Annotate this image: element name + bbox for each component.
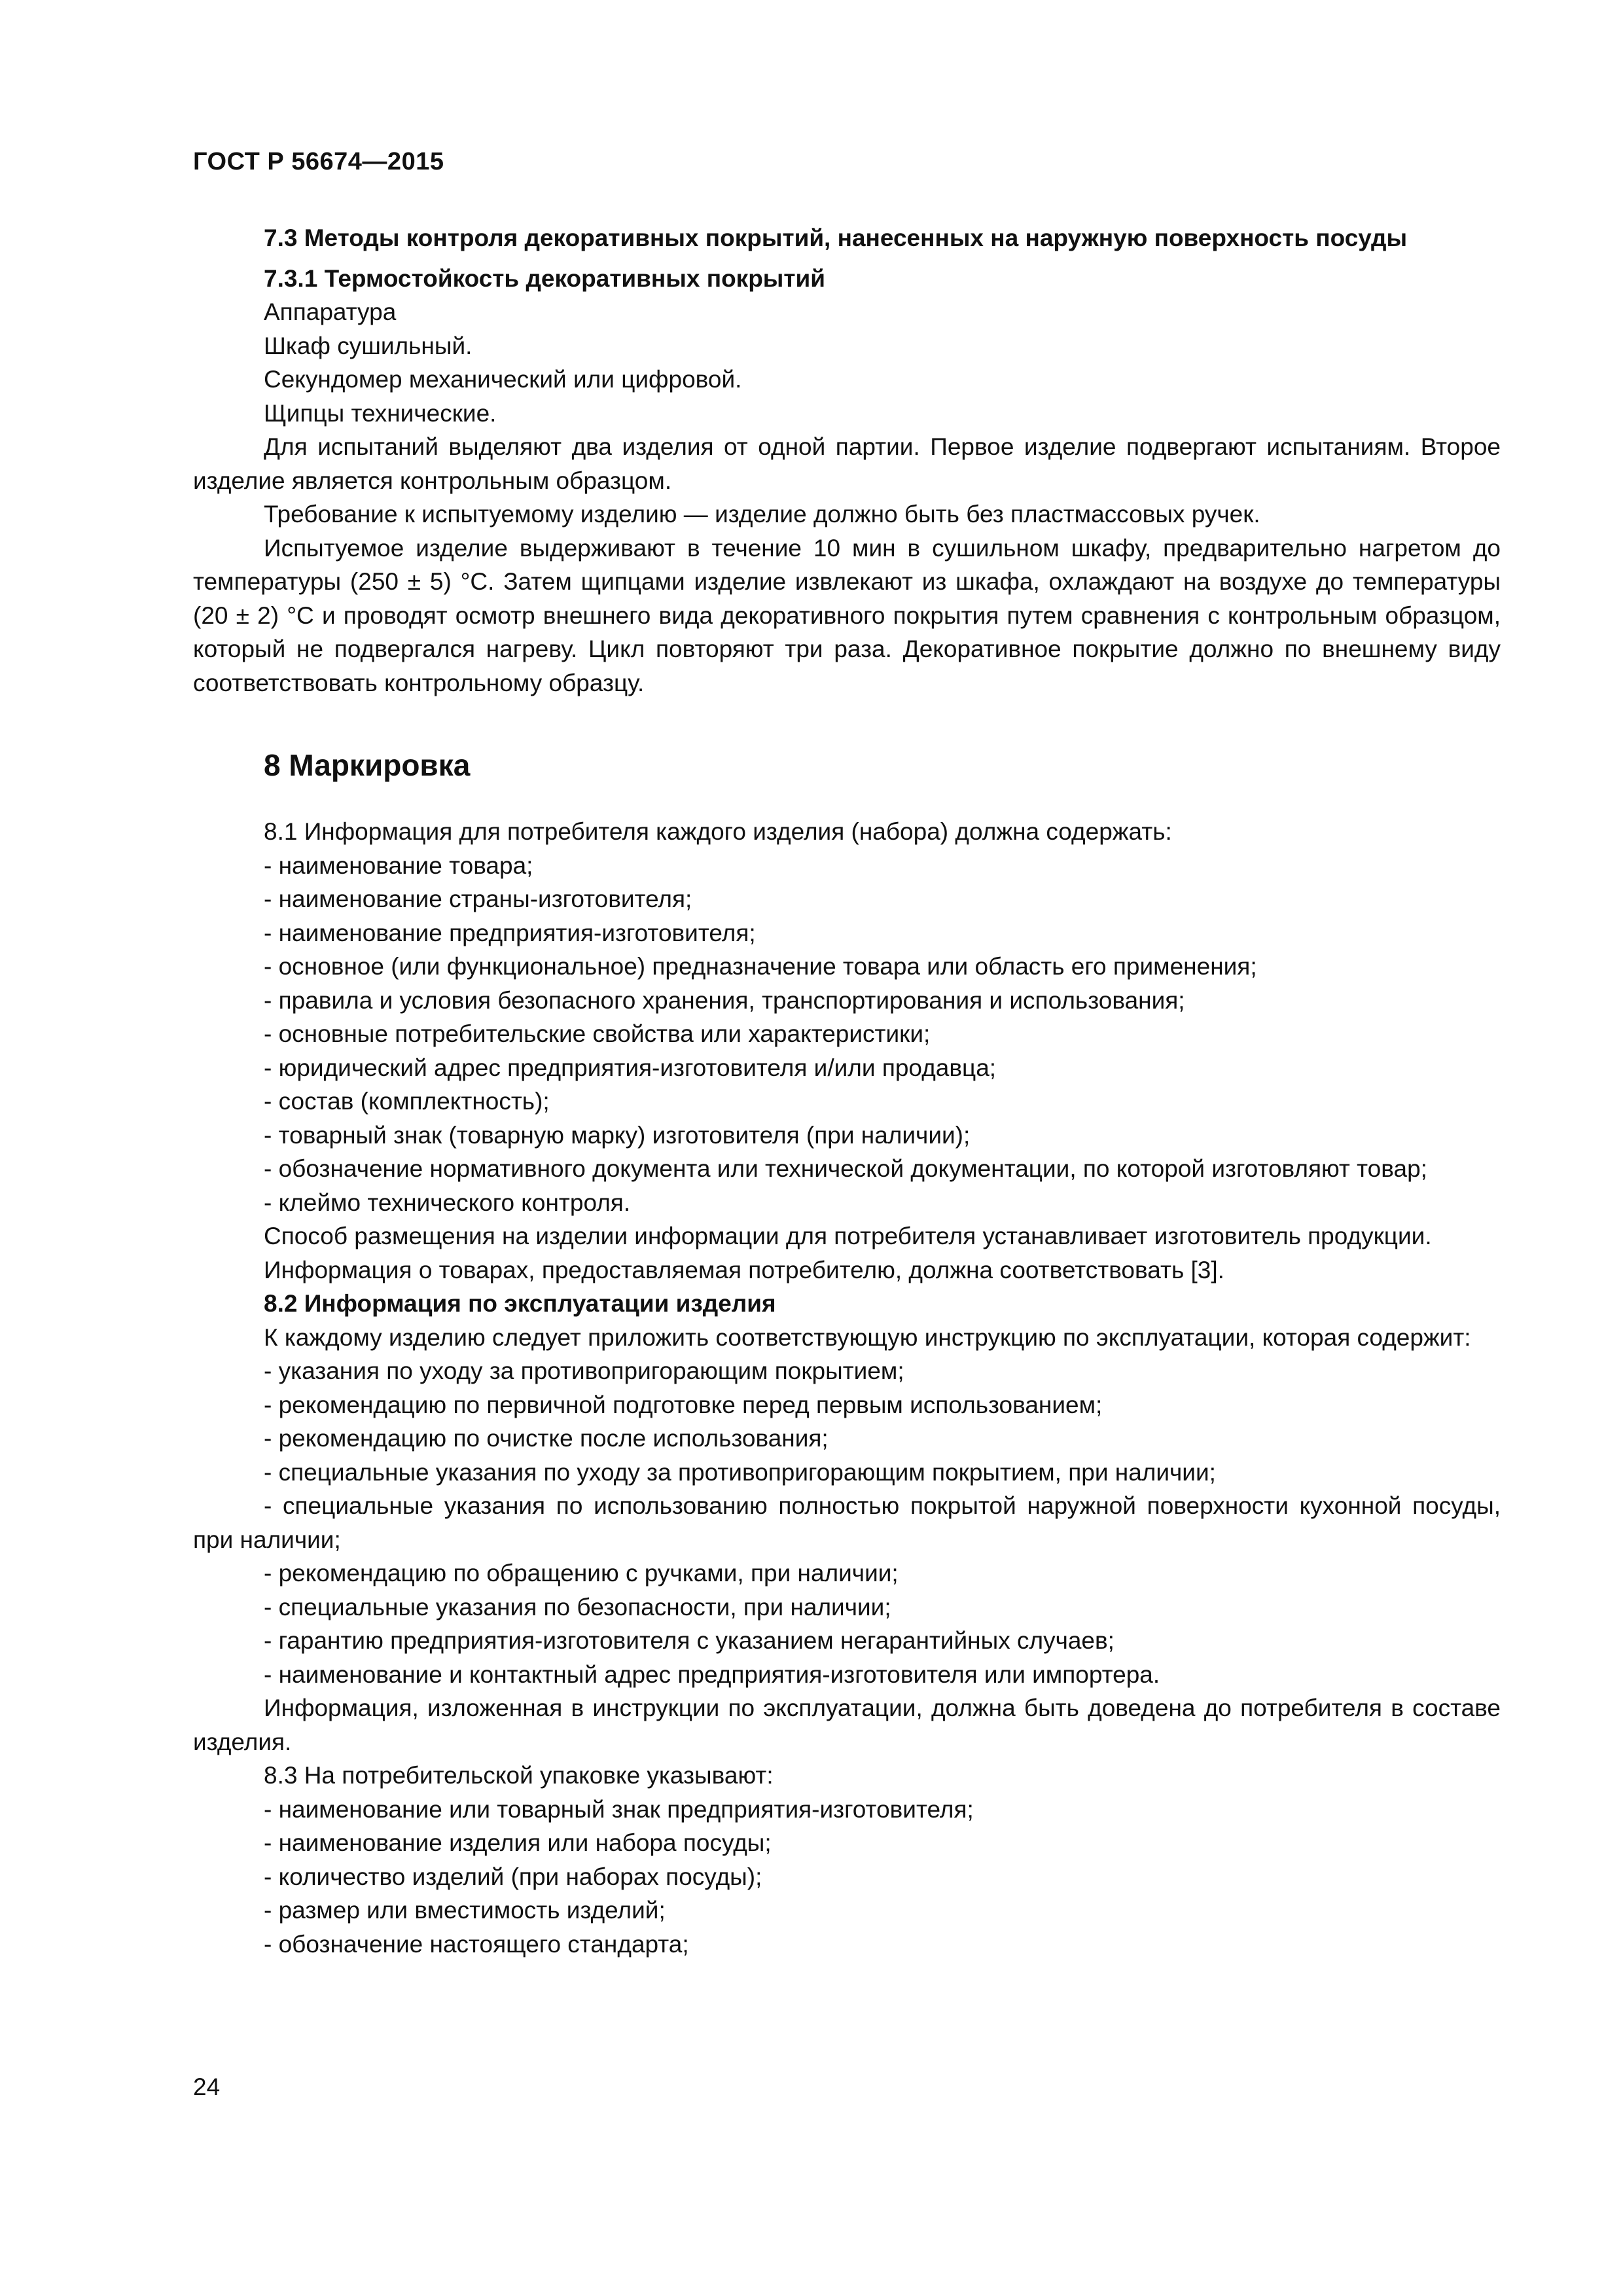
- paragraph: Щипцы технические.: [264, 399, 497, 427]
- list-item: - рекомендацию по обращению с ручками, при наличии;: [264, 1560, 899, 1587]
- list-item: - наименование или товарный знак предприятия-изготовителя;: [264, 1795, 974, 1823]
- paragraph: Для испытаний выделяют два изделия от одной партии. Первое изделие подвергают испытаниям. Второе изделие является контрольным образцом.: [193, 433, 1501, 494]
- subsection-8-2-title: 8.2 Информация по эксплуатации изделия: [264, 1290, 776, 1317]
- list-item: - наименование товара;: [264, 852, 533, 879]
- document-header-id: ГОСТ Р 56674—2015: [193, 148, 444, 175]
- paragraph: Требование к испытуемому изделию — изделие должно быть без пластмассовых ручек.: [264, 501, 1260, 528]
- list-item: - специальные указания по использованию полностью покрытой наружной поверхности кухонной посуды, при наличии;: [193, 1492, 1501, 1553]
- list-item: - количество изделий (при наборах посуды);: [264, 1863, 762, 1890]
- list-item: - специальные указания по уходу за противопригорающим покрытием, при наличии;: [264, 1458, 1216, 1486]
- list-item: - клеймо технического контроля.: [264, 1189, 631, 1216]
- list-item: - правила и условия безопасного хранения, транспортирования и использования;: [264, 986, 1185, 1014]
- list-item: - наименование предприятия-изготовителя;: [264, 919, 756, 946]
- section-8-heading: 8 Маркировка: [264, 748, 471, 782]
- paragraph: Информация, изложенная в инструкции по эксплуатации, должна быть доведена до потребителя в составе изделия.: [193, 1695, 1501, 1755]
- list-item: - рекомендацию по первичной подготовке перед первым использованием;: [264, 1391, 1103, 1418]
- paragraph-8-1-intro: 8.1 Информация для потребителя каждого изделия (набора) должна содержать:: [264, 818, 1172, 845]
- list-item: - обозначение настоящего стандарта;: [264, 1930, 689, 1958]
- paragraph-8-2-intro: К каждому изделию следует приложить соответствующую инструкцию по эксплуатации, которая содержит:: [264, 1323, 1471, 1351]
- list-item: - наименование страны-изготовителя;: [264, 886, 692, 912]
- list-item: - наименование изделия или набора посуды;: [264, 1829, 772, 1856]
- list-item: - обозначение нормативного документа или технической документации, по которой изготовляют товар;: [264, 1155, 1427, 1182]
- list-item: - специальные указания по безопасности, при наличии;: [264, 1593, 891, 1621]
- page-content: [193, 221, 1501, 1961]
- list-item: - основные потребительские свойства или характеристики;: [264, 1020, 931, 1047]
- paragraph: Способ размещения на изделии информации для потребителя устанавливает изготовитель продукции.: [264, 1223, 1432, 1249]
- section-7-3-title: 7.3 Методы контроля декоративных покрытий, нанесенных на наружную поверхность посуды: [264, 224, 1408, 251]
- list-item: - основное (или функциональное) предназначение товара или область его применения;: [264, 953, 1257, 980]
- list-item: - рекомендацию по очистке после использования;: [264, 1425, 829, 1452]
- paragraph: Шкаф сушильный.: [264, 332, 473, 359]
- list-item: - юридический адрес предприятия-изготовителя и/или продавца;: [264, 1054, 997, 1081]
- list-item: - товарный знак (товарную марку) изготовителя (при наличии);: [264, 1121, 971, 1149]
- paragraph: Испытуемое изделие выдерживают в течение 10 мин в сушильном шкафу, предварительно нагретом до температуры (250 ± 5) °С. Затем щипцами изделие извлекают из шкафа, охлаждают на воздухе до температуры (20 ± 2) °С и проводят осмотр внешнего вида декоративного покрытия путем сравнения с контрольным образцом, который не подвергался нагреву. Цикл повторяют три раза. Декоративное покрытие должно по внешнему виду соответствовать контрольному образцу.: [193, 534, 1501, 696]
- paragraph: Информация о товарах, предоставляемая потребителю, должна соответствовать [3].: [264, 1256, 1224, 1283]
- list-item: - гарантию предприятия-изготовителя с указанием негарантийных случаев;: [264, 1627, 1115, 1654]
- list-item: - указания по уходу за противопригорающим покрытием;: [264, 1357, 904, 1384]
- page-number: 24: [193, 2073, 221, 2100]
- paragraph: Аппаратура: [264, 298, 397, 325]
- list-item: - размер или вместимость изделий;: [264, 1897, 666, 1924]
- paragraph: Секундомер механический или цифровой.: [264, 366, 742, 393]
- subsection-7-3-1-title: 7.3.1 Термостойкость декоративных покрытий: [264, 264, 826, 292]
- list-item: - наименование и контактный адрес предприятия-изготовителя или импортера.: [264, 1660, 1160, 1688]
- list-item: - состав (комплектность);: [264, 1088, 550, 1115]
- paragraph-8-3-intro: 8.3 На потребительской упаковке указывают:: [264, 1762, 774, 1789]
